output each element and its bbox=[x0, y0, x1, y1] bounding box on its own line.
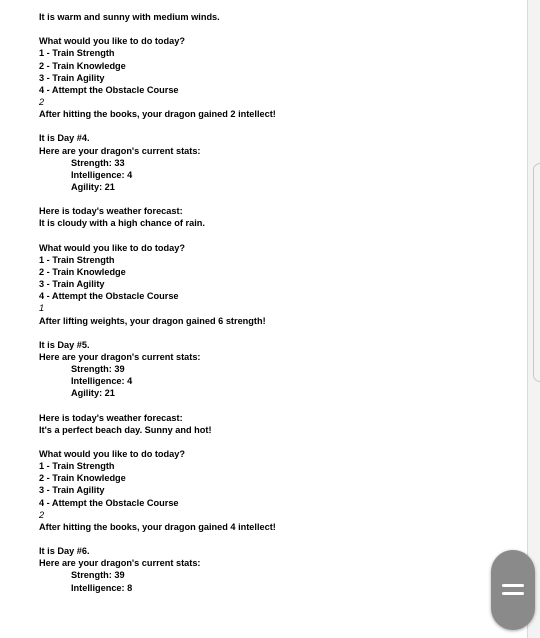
user-input-line: 2 bbox=[39, 96, 45, 107]
blank-line bbox=[39, 193, 509, 205]
user-input-line: 2 bbox=[39, 509, 45, 520]
output-line: It's a perfect beach day. Sunny and hot! bbox=[39, 424, 212, 435]
console-output bbox=[39, 11, 509, 594]
output-line: Here are your dragon's current stats: bbox=[39, 351, 201, 362]
output-line: Here is today's weather forecast: bbox=[39, 412, 183, 423]
output-line: It is Day #4. bbox=[39, 133, 90, 144]
output-line: 2 - Train Knowledge bbox=[39, 266, 126, 277]
output-line: 2 - Train Knowledge bbox=[39, 60, 126, 71]
output-line: It is warm and sunny with medium winds. bbox=[39, 12, 220, 22]
stat-line: Strength: 33 bbox=[71, 157, 125, 168]
output-line: What would you like to do today? bbox=[39, 36, 185, 47]
blank-line bbox=[39, 120, 509, 132]
output-line: After lifting weights, your dragon gained 6 strength! bbox=[39, 315, 266, 326]
output-line: 4 - Attempt the Obstacle Course bbox=[39, 291, 179, 302]
output-line: After hitting the books, your dragon gained 2 intellect! bbox=[39, 109, 276, 120]
output-line: 3 - Train Agility bbox=[39, 72, 105, 83]
user-input-line: 1 bbox=[39, 303, 45, 314]
blank-line bbox=[39, 436, 509, 448]
output-line: 4 - Attempt the Obstacle Course bbox=[39, 497, 179, 508]
output-line: What would you like to do today? bbox=[39, 242, 185, 253]
output-line: After hitting the books, your dragon gained 4 intellect! bbox=[39, 521, 276, 532]
stat-line: Intelligence: 8 bbox=[71, 582, 133, 593]
output-line: It is Day #5. bbox=[39, 339, 90, 350]
output-line: 1 - Train Strength bbox=[39, 254, 115, 265]
output-line: 1 - Train Strength bbox=[39, 461, 115, 472]
output-line: 3 - Train Agility bbox=[39, 485, 105, 496]
output-line: It is Day #6. bbox=[39, 546, 90, 557]
output-line: It is cloudy with a high chance of rain. bbox=[39, 218, 205, 229]
blank-line bbox=[39, 23, 509, 35]
output-line: Here are your dragon's current stats: bbox=[39, 145, 201, 156]
menu-handle-icon-bar bbox=[502, 592, 524, 595]
blank-line bbox=[39, 230, 509, 242]
output-line: 2 - Train Knowledge bbox=[39, 473, 126, 484]
output-line: 4 - Attempt the Obstacle Course bbox=[39, 84, 179, 95]
output-line: Here are your dragon's current stats: bbox=[39, 558, 201, 569]
stat-line: Strength: 39 bbox=[71, 364, 125, 375]
output-line: 1 - Train Strength bbox=[39, 48, 115, 59]
stat-line: Agility: 21 bbox=[71, 388, 115, 399]
stat-line: Agility: 21 bbox=[71, 181, 115, 192]
output-line: What would you like to do today? bbox=[39, 449, 185, 460]
menu-handle-icon bbox=[502, 584, 524, 587]
floating-menu-button[interactable] bbox=[491, 550, 535, 630]
output-line: Here is today's weather forecast: bbox=[39, 206, 183, 217]
blank-line bbox=[39, 327, 509, 339]
blank-line bbox=[39, 533, 509, 545]
output-line: 3 - Train Agility bbox=[39, 279, 105, 290]
stat-line: Intelligence: 4 bbox=[71, 376, 133, 387]
stat-line: Strength: 39 bbox=[71, 570, 125, 581]
blank-line bbox=[39, 400, 509, 412]
side-panel-handle[interactable] bbox=[533, 163, 540, 382]
stat-line: Intelligence: 4 bbox=[71, 169, 133, 180]
